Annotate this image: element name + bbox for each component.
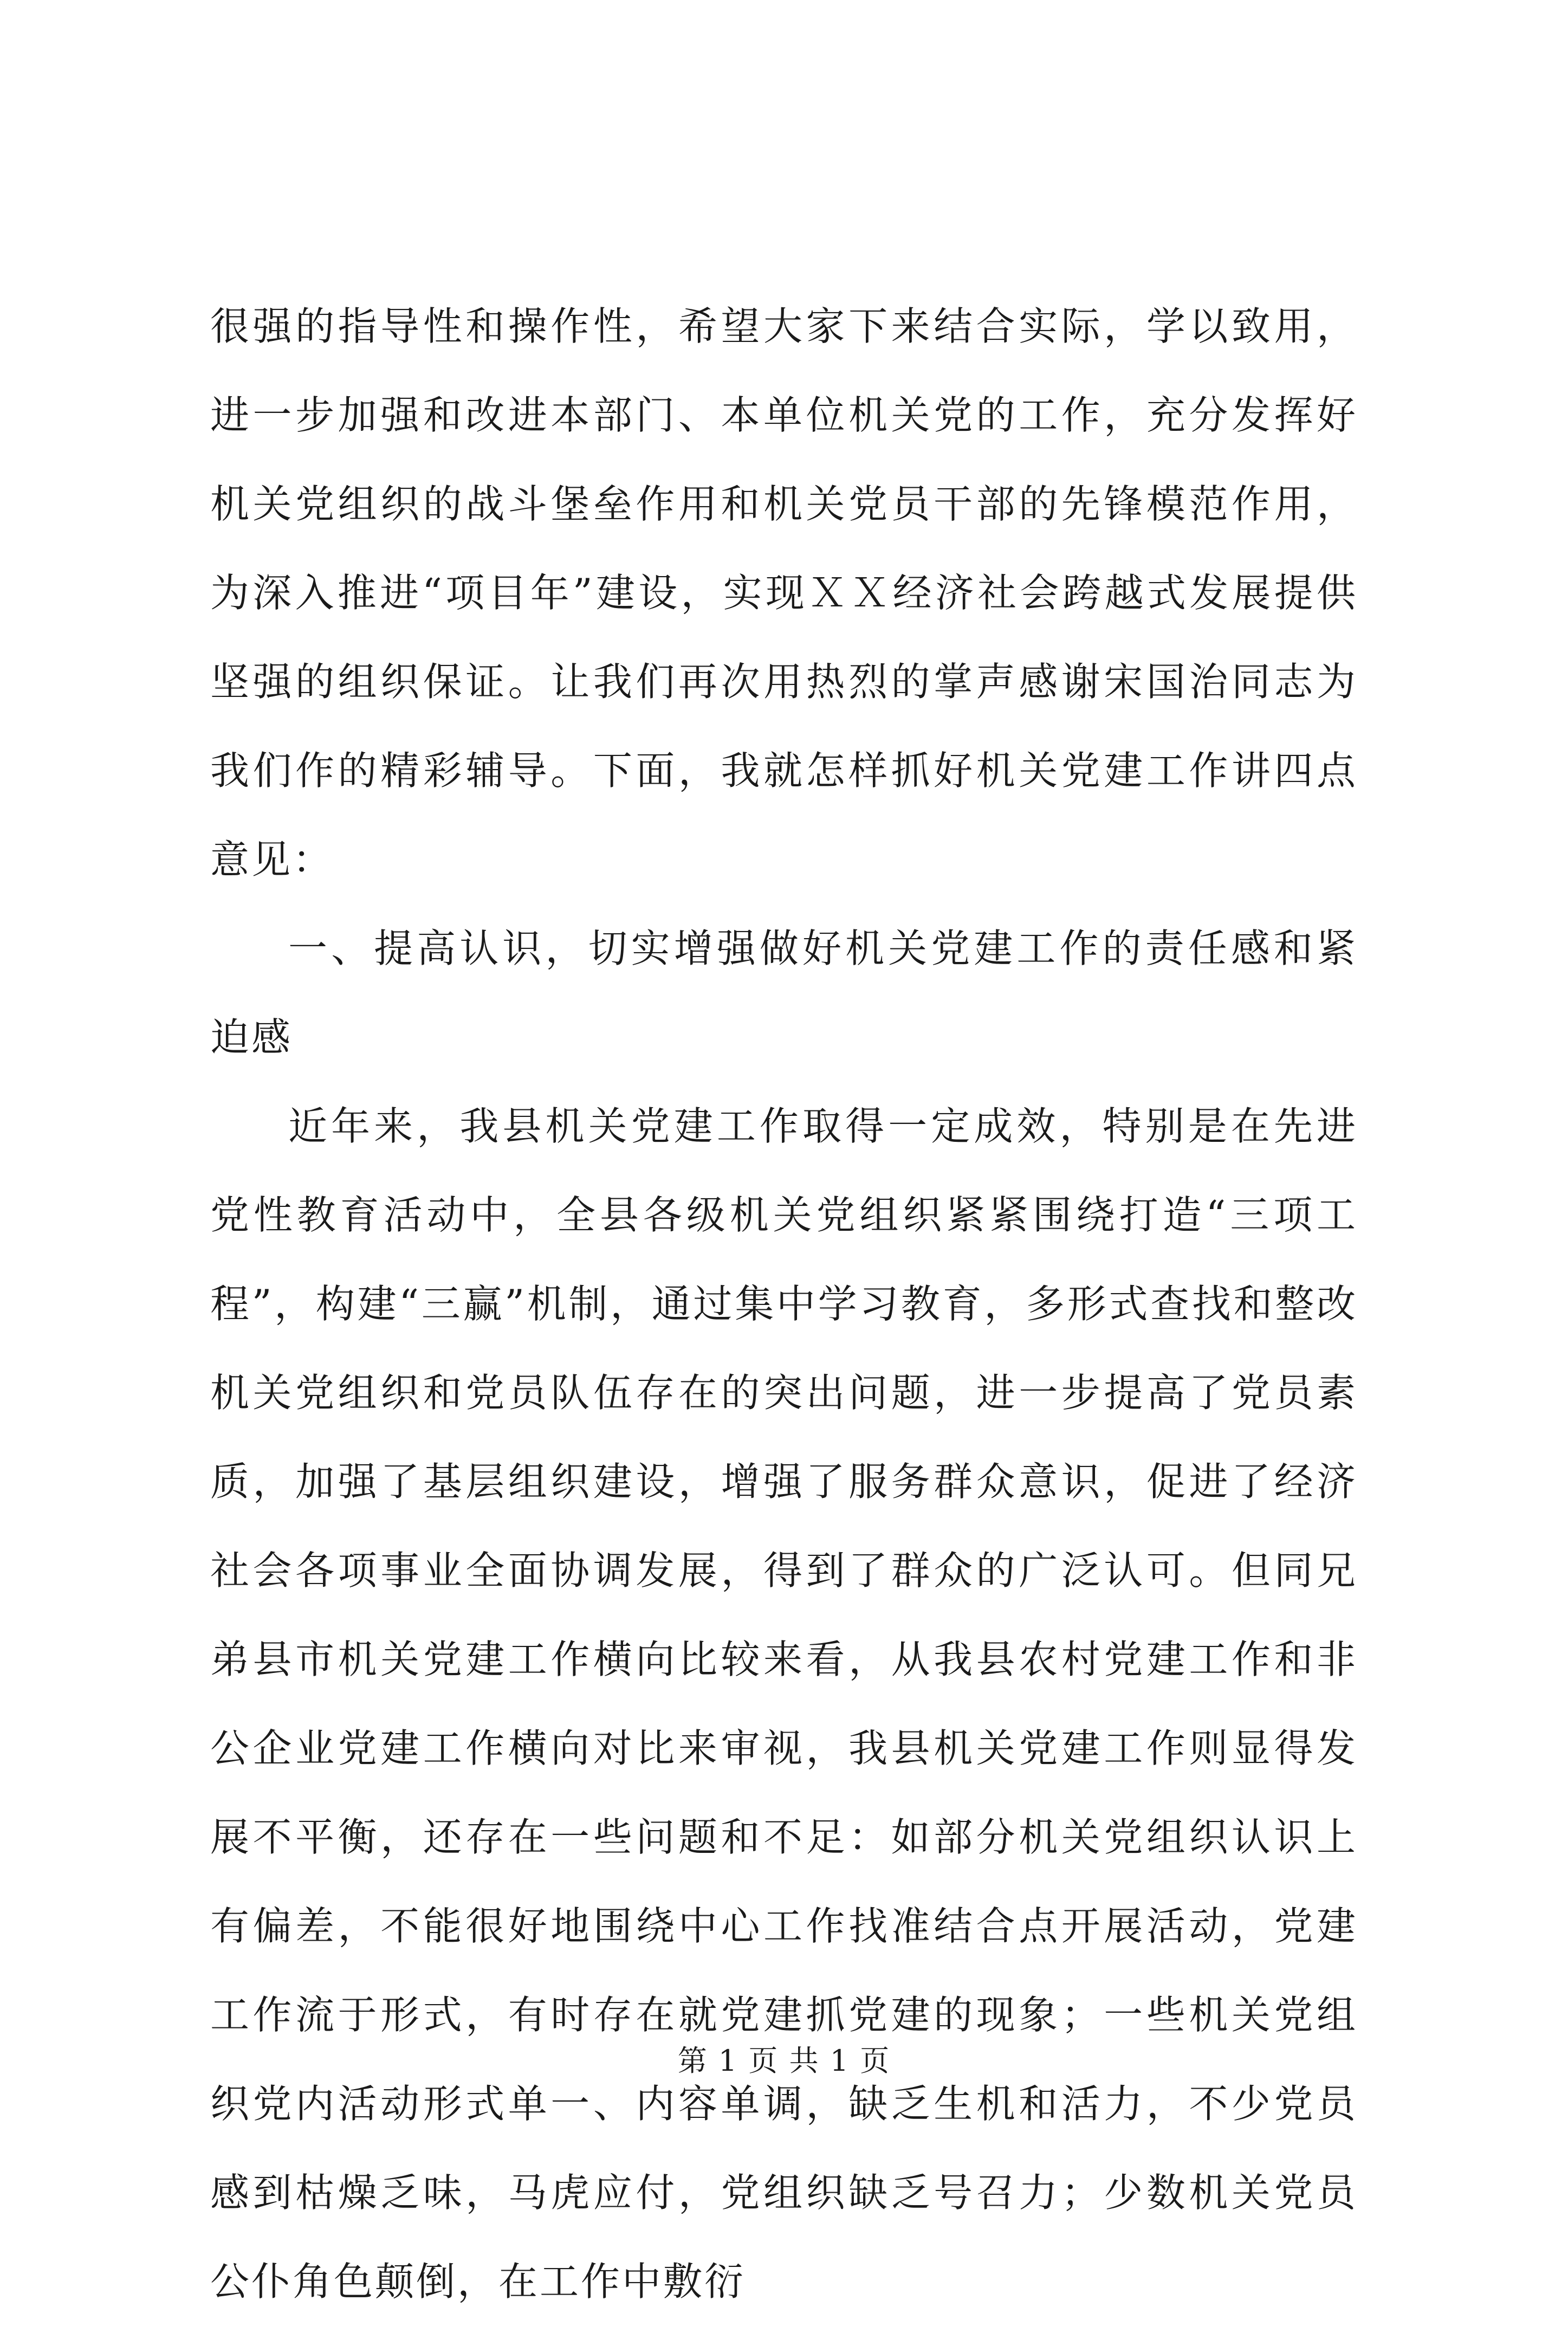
paragraph-continuation: 很强的指导性和操作性，希望大家下来结合实际，学以致用，进一步加强和改进本部门、本单位机关党的工作，充分发挥好机关党组织的战斗堡垒作用和机关党员干部的先锋模范作用，为深入推进“项目年”建设，实现ＸＸ经济社会跨越式发展提供坚强的组织保证。让我们再次用热烈的掌声感谢宋国治同志为我们作的精彩辅导。下面，我就怎样抓好机关党建工作讲四点意见：: [210, 303, 1358, 882]
section-heading: 一、提高认识，切实增强做好机关党建工作的责任感和紧迫感: [210, 926, 1358, 1060]
document-body: [210, 282, 1358, 2326]
page-footer: 第 1 页 共 1 页: [677, 2044, 891, 2078]
paragraph: 近年来，我县机关党建工作取得一定成效，特别是在先进党性教育活动中，全县各级机关党组织紧紧围绕打造“三项工程”，构建“三赢”机制，通过集中学习教育，多形式查找和整改机关党组织和党员队伍存在的突出问题，进一步提高了党员素质，加强了基层组织建设，增强了服务群众意识，促进了经济社会各项事业全面协调发展，得到了群众的广泛认可。但同兄弟县市机关党建工作横向比较来看，从我县农村党建工作和非公企业党建工作横向对比来审视，我县机关党建工作则显得发展不平衡，还存在一些问题和不足：如部分机关党组织认识上有偏差，不能很好地围绕中心工作找准结合点开展活动，党建工作流于形式，有时存在就党建抓党建的现象；一些机关党组织党内活动形式单一、内容单调，缺乏生机和活力，不少党员感到枯燥乏味，马虎应付，党组织缺乏号召力；少数机关党员公仆角色颠倒，在工作中敷衍: [210, 1103, 1358, 2304]
